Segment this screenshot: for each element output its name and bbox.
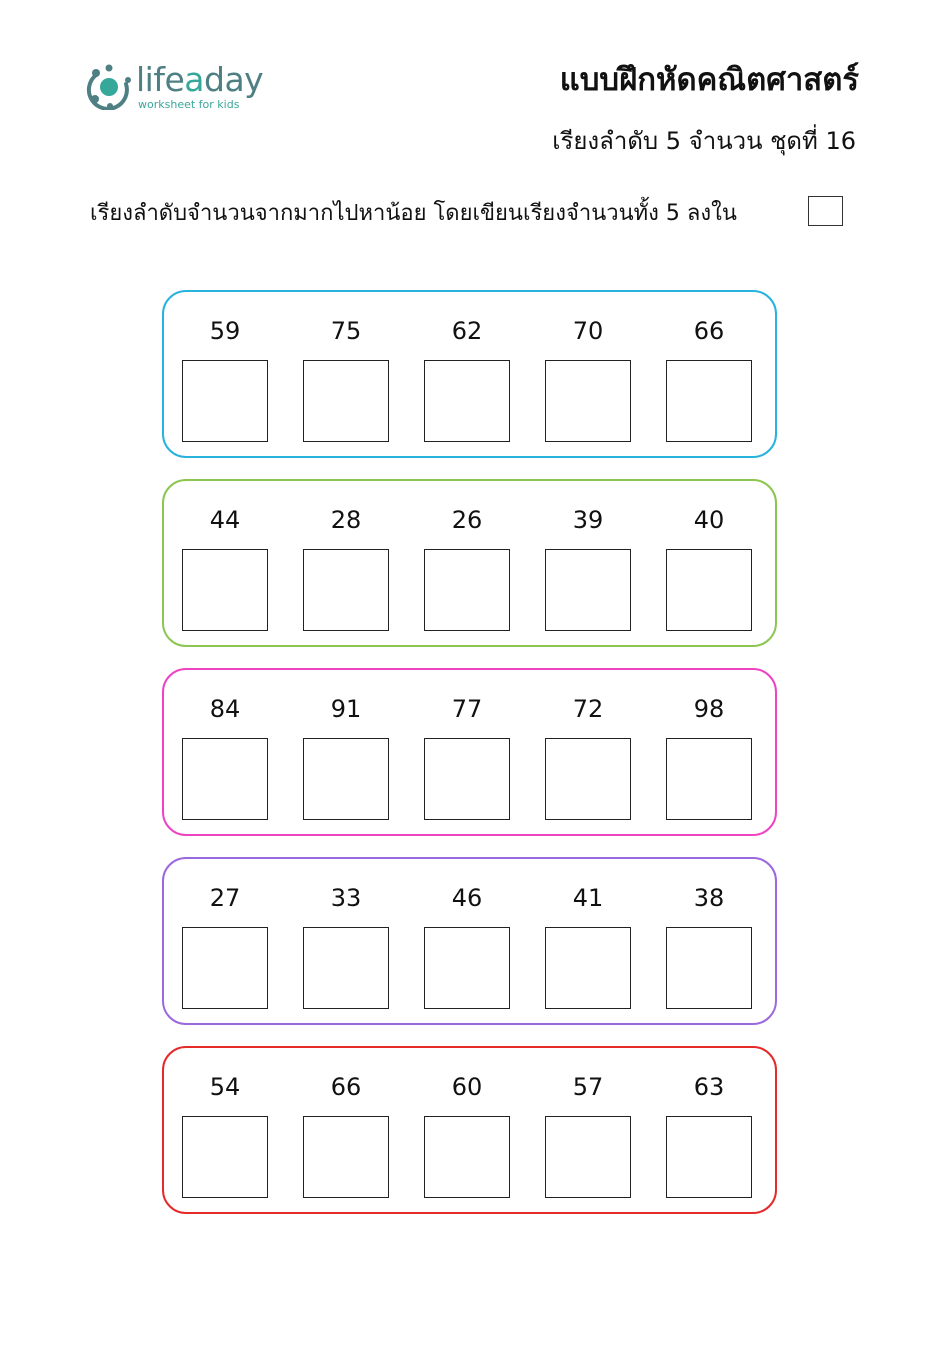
given-number: 60 (451, 1073, 483, 1101)
answer-box[interactable] (303, 927, 389, 1009)
number-cell (182, 481, 268, 641)
number-cell (303, 670, 389, 830)
answer-box[interactable] (545, 738, 631, 820)
number-cell (666, 1048, 752, 1208)
number-cell (303, 292, 389, 452)
answer-box[interactable] (424, 549, 510, 631)
answer-box[interactable] (182, 549, 268, 631)
given-number: 40 (693, 506, 725, 534)
given-number: 84 (209, 695, 241, 723)
brand-logo (86, 60, 276, 116)
answer-box[interactable] (424, 360, 510, 442)
answer-box[interactable] (182, 927, 268, 1009)
worksheet-subtitle: เรียงลำดับ 5 จำนวน ชุดที่ 16 (552, 127, 856, 155)
answer-box[interactable] (424, 738, 510, 820)
answer-box[interactable] (424, 927, 510, 1009)
number-cell (666, 859, 752, 1019)
answer-box[interactable] (182, 1116, 268, 1198)
number-cell (666, 481, 752, 641)
given-number: 66 (693, 317, 725, 345)
given-number: 75 (330, 317, 362, 345)
given-number: 72 (572, 695, 604, 723)
given-number: 66 (330, 1073, 362, 1101)
answer-box[interactable] (303, 1116, 389, 1198)
given-number: 63 (693, 1073, 725, 1101)
given-number: 98 (693, 695, 725, 723)
answer-box[interactable] (545, 1116, 631, 1198)
answer-box[interactable] (666, 549, 752, 631)
answer-box[interactable] (303, 360, 389, 442)
given-number: 44 (209, 506, 241, 534)
answer-box[interactable] (666, 360, 752, 442)
number-group-2 (162, 479, 777, 647)
number-cell (182, 670, 268, 830)
example-answer-box (808, 196, 843, 226)
number-cell (424, 1048, 510, 1208)
number-cell (182, 859, 268, 1019)
molecule-logo-icon (86, 62, 134, 110)
given-number: 91 (330, 695, 362, 723)
logo-wordmark: lifeaday (136, 60, 264, 99)
given-number: 28 (330, 506, 362, 534)
answer-box[interactable] (545, 549, 631, 631)
given-number: 41 (572, 884, 604, 912)
given-number: 62 (451, 317, 483, 345)
answer-box[interactable] (666, 1116, 752, 1198)
given-number: 26 (451, 506, 483, 534)
number-cell (424, 859, 510, 1019)
answer-box[interactable] (303, 738, 389, 820)
number-cell (545, 1048, 631, 1208)
given-number: 46 (451, 884, 483, 912)
number-cell (666, 292, 752, 452)
answer-box[interactable] (182, 738, 268, 820)
number-cell (545, 292, 631, 452)
given-number: 54 (209, 1073, 241, 1101)
logo-tagline: worksheet for kids (138, 98, 240, 111)
given-number: 39 (572, 506, 604, 534)
answer-box[interactable] (182, 360, 268, 442)
given-number: 77 (451, 695, 483, 723)
number-cell (545, 481, 631, 641)
given-number: 38 (693, 884, 725, 912)
answer-box[interactable] (424, 1116, 510, 1198)
number-cell (182, 1048, 268, 1208)
number-group-1 (162, 290, 777, 458)
number-group-4 (162, 857, 777, 1025)
number-cell (182, 292, 268, 452)
number-cell (545, 859, 631, 1019)
answer-box[interactable] (666, 738, 752, 820)
number-cell (424, 481, 510, 641)
given-number: 27 (209, 884, 241, 912)
number-group-5 (162, 1046, 777, 1214)
number-cell (545, 670, 631, 830)
number-cell (303, 1048, 389, 1208)
number-cell (303, 481, 389, 641)
number-cell (303, 859, 389, 1019)
number-cell (424, 292, 510, 452)
instruction-text: เรียงลำดับจำนวนจากมากไปหาน้อย โดยเขียนเรียงจำนวนทั้ง 5 ลงใน (90, 201, 737, 226)
answer-box[interactable] (303, 549, 389, 631)
number-group-3 (162, 668, 777, 836)
answer-box[interactable] (545, 927, 631, 1009)
answer-box[interactable] (666, 927, 752, 1009)
worksheet-title: แบบฝึกหัดคณิตศาสตร์ (559, 62, 859, 98)
answer-box[interactable] (545, 360, 631, 442)
number-cell (424, 670, 510, 830)
number-cell (666, 670, 752, 830)
given-number: 57 (572, 1073, 604, 1101)
given-number: 70 (572, 317, 604, 345)
given-number: 33 (330, 884, 362, 912)
given-number: 59 (209, 317, 241, 345)
